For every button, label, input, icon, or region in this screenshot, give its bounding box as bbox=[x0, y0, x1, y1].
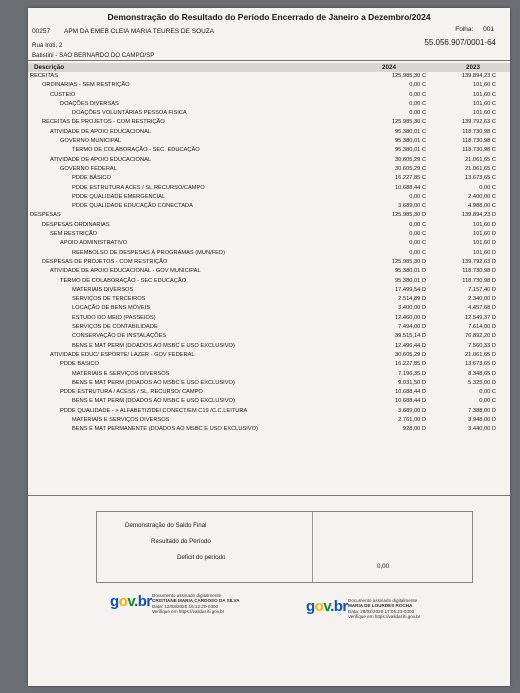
statement-row bbox=[28, 91, 510, 100]
value-2023: 7.388,00 D bbox=[468, 407, 496, 414]
statement-row bbox=[28, 100, 510, 109]
statement-row bbox=[28, 72, 510, 81]
value-2024: 30.605,29 C bbox=[395, 156, 426, 163]
value-2024: 16.227,85 D bbox=[395, 361, 426, 368]
row-label: BENS E MAT PERM (DOADOS AO MSBC E USO EXCLUSIVO) bbox=[72, 379, 235, 386]
value-2024: 0,00 C bbox=[409, 221, 426, 228]
address-line-1: Rua Iroti, 2 bbox=[32, 42, 63, 49]
statement-row bbox=[28, 81, 510, 90]
row-label: PDDE BÁSICO bbox=[72, 175, 111, 182]
statement-row bbox=[28, 165, 510, 174]
signer-name: MARIA DE LOURDES ROCHA bbox=[348, 603, 413, 609]
value-2024: 0,00 C bbox=[409, 240, 426, 247]
statement-row bbox=[28, 342, 510, 351]
statement-row bbox=[28, 304, 510, 313]
value-2024: 0,00 C bbox=[409, 193, 426, 200]
value-2023: 3.440,00 D bbox=[468, 426, 496, 433]
statement-row bbox=[28, 239, 510, 248]
row-label: ATIVIDADE DE APOIO EDUCACIONAL - GOV MUNICIPAL bbox=[50, 268, 201, 275]
value-2023: 21.061,65 C bbox=[465, 165, 496, 172]
value-2023: 101,60 C bbox=[472, 100, 496, 107]
value-2023: 2.340,00 D bbox=[468, 296, 496, 303]
statement-row bbox=[28, 202, 510, 211]
statement-row bbox=[28, 156, 510, 165]
row-label: BENS E MAT PERMANENTE (DOADOS AO MSBC E USO EXCLUSIVO) bbox=[72, 426, 258, 433]
row-label: MATERIAIS E SERVIÇOS DIVERSOS bbox=[72, 370, 170, 377]
saldo-value: 0,00 bbox=[377, 563, 390, 570]
cnpj: 55.056.907/0001-64 bbox=[424, 38, 496, 47]
box-divider bbox=[312, 512, 313, 582]
header-divider bbox=[28, 60, 510, 61]
signature-caption: Documento assinado digitalmente bbox=[348, 598, 418, 603]
value-2023: 0,00 C bbox=[479, 398, 496, 405]
value-2024: 125.985,30 C bbox=[391, 73, 426, 79]
signature-date: Data: 12/03/2025 16:12:20-0300 bbox=[152, 603, 219, 609]
value-2024: 95.380,01 C bbox=[395, 147, 426, 154]
value-2024: 12.460,00 D bbox=[395, 314, 426, 321]
statement-row bbox=[28, 370, 510, 379]
row-label: DESPESAS ORDINARIAS bbox=[42, 221, 110, 228]
statement-row bbox=[28, 128, 510, 137]
value-2024: 3.689,00 C bbox=[398, 203, 426, 210]
value-2024: 2.761,00 D bbox=[398, 416, 426, 423]
value-2023: 139.792,63 D bbox=[461, 258, 496, 265]
value-2023: 0,00 C bbox=[479, 389, 496, 396]
row-label: GOVERNO FEDERAL bbox=[60, 165, 117, 172]
signature-verify: Verifique em https://validar.iti.gov.br bbox=[152, 608, 225, 614]
value-2023: 5.325,00 D bbox=[468, 379, 496, 386]
value-2023: 8.348,65 D bbox=[468, 370, 496, 377]
row-label: ORDINARIAS - SEM RESTRIÇÃO bbox=[42, 82, 130, 89]
value-2023: 101,60 D bbox=[472, 240, 496, 247]
document-title: Demonstração do Resultado do Período Encerrado de Janeiro a Dezembro/2024 bbox=[107, 12, 431, 22]
value-2023: 21.061,65 C bbox=[465, 156, 496, 163]
statement-row bbox=[28, 211, 510, 220]
statement-row bbox=[28, 332, 510, 341]
row-label: ESTUDO DO MEIO (PASSEIOS) bbox=[72, 314, 156, 321]
row-label: BENS E MAT PERM (DOADOS AO MSBC E USO EXCLUSIVO) bbox=[72, 342, 235, 349]
folha-value: 001 bbox=[483, 26, 494, 33]
value-2023: 7.560,33 D bbox=[468, 342, 496, 349]
value-2024: 3.689,00 D bbox=[398, 407, 426, 414]
statement-row bbox=[28, 174, 510, 183]
value-2023: 101,60 D bbox=[472, 249, 496, 256]
value-2024: 9.031,50 D bbox=[398, 379, 426, 386]
document-page bbox=[28, 8, 510, 686]
value-2024: 10.688,44 C bbox=[395, 184, 426, 191]
statement-row bbox=[28, 314, 510, 323]
row-label: CUSTEIO bbox=[50, 91, 76, 98]
row-label: LOCAÇÃO DE BENS MÓVEIS bbox=[72, 305, 151, 312]
statement-row bbox=[28, 146, 510, 155]
value-2024: 125.985,30 C bbox=[391, 119, 426, 126]
row-label: DESPESAS DE PROJETOS - COM RESTRIÇÃO bbox=[42, 258, 168, 265]
row-label: DOAÇÕES VOLUNTÁRIAS PESSOA FISICA bbox=[72, 110, 187, 117]
statement-table bbox=[28, 72, 510, 435]
row-label: CONSERVAÇÃO DE INSTALAÇÕES bbox=[72, 333, 167, 340]
row-label: BENS E MAT PERM (DOADOS AO MSBC E USO EXCLUSIVO) bbox=[72, 398, 235, 405]
col-description: Descrição bbox=[34, 64, 65, 71]
value-2023: 101,60 D bbox=[472, 221, 496, 228]
value-2023: 101,60 C bbox=[472, 91, 496, 98]
saldo-title: Demonstração do Saldo Final bbox=[125, 522, 207, 529]
value-2023: 139.792,63 C bbox=[461, 119, 496, 126]
statement-row bbox=[28, 407, 510, 416]
page-number bbox=[455, 26, 494, 33]
value-2023: 118.730,98 C bbox=[462, 147, 496, 154]
statement-row bbox=[28, 323, 510, 332]
value-2024: 95.380,01 C bbox=[395, 138, 426, 145]
row-label: TERMO DE COLABORAÇÃO - SEC. EDUCAÇÃO bbox=[72, 147, 200, 154]
statement-row bbox=[28, 277, 510, 286]
value-2023: 101,60 D bbox=[472, 231, 496, 238]
row-label: RECEITAS DE PROJETOS - COM RESTRIÇÃO bbox=[42, 119, 165, 126]
value-2024: 3.400,00 D bbox=[398, 305, 426, 312]
col-2024: 2024 bbox=[381, 64, 396, 71]
row-label: RECEITAS bbox=[30, 73, 59, 79]
value-2023: 139.894,23 C bbox=[461, 73, 496, 79]
value-2024: 7.196,35 D bbox=[398, 370, 426, 377]
row-label: MATERIAIS DIVERSOS bbox=[72, 286, 134, 293]
value-2023: 118.730,98 D bbox=[462, 268, 496, 275]
row-label: PDDE QUALIDADE EMERGENCIAL bbox=[72, 193, 166, 200]
signature-verify: Verifique em https://validar.iti.gov.br bbox=[348, 613, 421, 619]
statement-row bbox=[28, 193, 510, 202]
value-2023: 139.894,23 D bbox=[461, 212, 496, 219]
statement-row bbox=[28, 379, 510, 388]
resultado-label: Resultado do Período bbox=[151, 538, 211, 545]
signature-date: Data: 28/02/2025 17:05:23-0300 bbox=[348, 608, 415, 614]
value-2023: 13.673,65 D bbox=[465, 361, 496, 368]
statement-row bbox=[28, 118, 510, 127]
value-2024: 125.985,30 D bbox=[391, 258, 426, 265]
value-2024: 95.380,01 D bbox=[395, 268, 426, 275]
value-2024: 0,00 C bbox=[409, 249, 426, 256]
statement-row bbox=[28, 258, 510, 267]
statement-row bbox=[28, 184, 510, 193]
org-name: APM DA EMEB CLEIA MARIA TEURES DE SOUZA bbox=[64, 28, 215, 35]
value-2024: 0,00 C bbox=[409, 100, 426, 107]
value-2024: 2.514,89 D bbox=[398, 296, 426, 303]
row-label: PDDE ESTRUTURA ACES / SL.RECURSO/CAMPO bbox=[72, 184, 205, 191]
statement-row bbox=[28, 351, 510, 360]
table-bottom-line bbox=[28, 495, 510, 496]
value-2024: 39.515,14 D bbox=[395, 333, 426, 340]
value-2024: 0,00 C bbox=[409, 231, 426, 238]
statement-row bbox=[28, 230, 510, 239]
value-2023: 7.614,00 D bbox=[468, 324, 496, 331]
govbr-logo: gov.br bbox=[110, 593, 152, 610]
value-2023: 118.730,98 C bbox=[462, 128, 496, 135]
signature-caption: Documento assinado digitalmente bbox=[152, 593, 222, 598]
statement-row bbox=[28, 267, 510, 276]
value-2024: 16.227,85 C bbox=[395, 175, 426, 182]
folha-label: Folha: bbox=[455, 26, 474, 33]
value-2023: 12.549,37 D bbox=[465, 314, 496, 321]
org-code: 00257 bbox=[32, 28, 51, 35]
signer-name: CRISTIANE MARIA CARDOSO DA SILVA bbox=[152, 598, 240, 604]
statement-row bbox=[28, 249, 510, 258]
statement-row bbox=[28, 286, 510, 295]
row-label: PDDE QUALIDADE EDUCAÇÃO CONECTADA bbox=[72, 203, 193, 210]
statement-row bbox=[28, 416, 510, 425]
value-2024: 10.688,44 D bbox=[395, 389, 426, 396]
row-label: ATIVIDADE EDUC/ ESPORTE/ LAZER - GOV FEDERAL bbox=[50, 351, 195, 358]
value-2023: 118.730,98 C bbox=[462, 138, 496, 145]
value-2024: 95.380,01 D bbox=[395, 277, 426, 284]
row-label: PDDE BASICO bbox=[60, 361, 99, 368]
value-2024: 928,00 D bbox=[402, 426, 426, 433]
value-2023: 101,60 C bbox=[472, 110, 496, 117]
deficit-label: Deficit do período bbox=[177, 554, 226, 561]
value-2024: 125.985,30 D bbox=[391, 212, 426, 219]
statement-row bbox=[28, 137, 510, 146]
value-2023: 3.948,00 D bbox=[468, 416, 496, 423]
value-2023: 7.157,40 D bbox=[468, 286, 496, 293]
govbr-logo: gov.br bbox=[306, 598, 348, 615]
row-label: DOAÇÕES DIVERSAS bbox=[60, 100, 119, 107]
statement-row bbox=[28, 360, 510, 369]
value-2024: 30.605,29 C bbox=[395, 165, 426, 172]
address-line-2: Batistini - SAO BERNARDO DO CAMPO/SP bbox=[32, 52, 155, 59]
statement-row bbox=[28, 109, 510, 118]
statement-row bbox=[28, 388, 510, 397]
row-label: ATIVIDADE DE APOIO EDUCACIONAL bbox=[50, 156, 152, 163]
statement-row bbox=[28, 221, 510, 230]
value-2023: 4.988,00 C bbox=[468, 203, 496, 210]
value-2024: 12.496,44 D bbox=[395, 342, 426, 349]
value-2023: 4.457,68 D bbox=[468, 305, 496, 312]
row-label: SEM RESTRIÇÃO bbox=[50, 231, 98, 238]
row-label: ATIVIDADE DE APOIO EDUCACIONAL bbox=[50, 128, 152, 135]
column-header bbox=[28, 63, 510, 72]
row-label: REEMBOLSO DE DESPESAS À PROGRAMAS (MUN/FED) bbox=[72, 249, 225, 256]
row-label: PDDE ESTRUTURA / ACESS / SL. RECURSO/ CAMPO bbox=[60, 389, 203, 396]
row-label: TERMO DE COLABORAÇÃO - SEC EDUCAÇÃO bbox=[60, 277, 187, 284]
saldo-final-box bbox=[96, 511, 473, 583]
value-2023: 118.730,98 D bbox=[462, 277, 496, 284]
statement-row bbox=[28, 397, 510, 406]
col-2023: 2023 bbox=[465, 64, 480, 71]
row-label: PDDE QUALIDADE - > ALFABETIZIDEI CONECT/EM.C19 /C.C.LEITURA bbox=[60, 407, 248, 414]
row-label: MATERIAIS E SERVIÇOS DIVERSOS bbox=[72, 416, 170, 423]
value-2023: 13.673,65 C bbox=[465, 175, 496, 182]
value-2023: 0,00 C bbox=[479, 184, 496, 191]
row-label: GOVERNO MUNICIPAL bbox=[60, 138, 122, 145]
value-2024: 0,00 C bbox=[409, 110, 426, 117]
value-2023: 2.400,00 C bbox=[468, 193, 496, 200]
statement-row bbox=[28, 425, 510, 434]
row-label: DESPESAS bbox=[30, 212, 61, 219]
value-2023: 101,60 C bbox=[472, 82, 496, 89]
value-2024: 95.380,01 C bbox=[395, 128, 426, 135]
statement-row bbox=[28, 295, 510, 304]
row-label: SERVIÇOS DE TERCEIROS bbox=[72, 296, 146, 303]
value-2024: 30.605,29 D bbox=[395, 351, 426, 358]
value-2023: 76.892,20 D bbox=[465, 333, 496, 340]
value-2024: 10.688,44 D bbox=[395, 398, 426, 405]
value-2023: 21.061,65 D bbox=[465, 351, 496, 358]
row-label: SERVIÇOS DE CONTABILIDADE bbox=[72, 324, 158, 331]
value-2024: 17.499,54 D bbox=[395, 286, 426, 293]
value-2024: 0,00 C bbox=[409, 82, 426, 89]
value-2024: 7.494,00 D bbox=[398, 324, 426, 331]
row-label: APOIO ADMINISTRATIVO bbox=[60, 240, 128, 247]
value-2024: 0,00 C bbox=[409, 91, 426, 98]
